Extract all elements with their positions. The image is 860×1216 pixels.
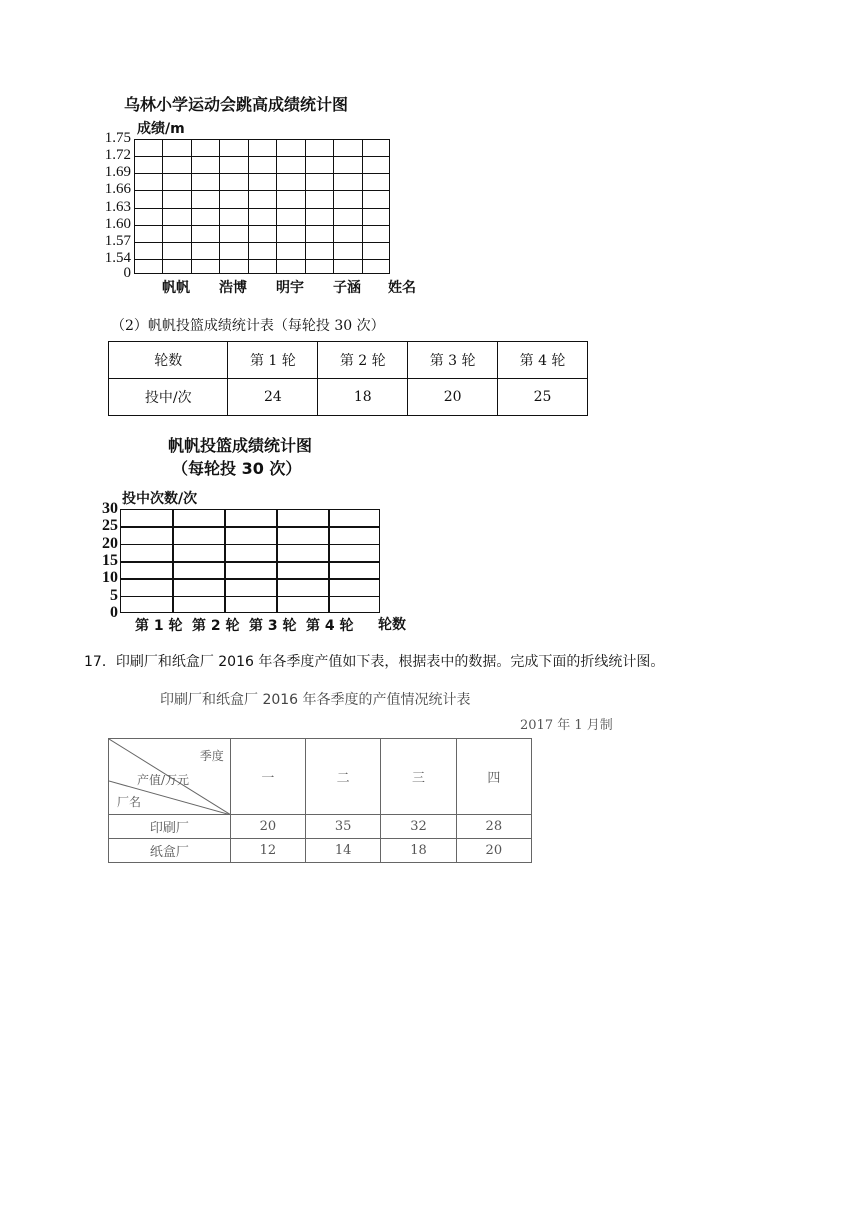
- grid-line-h: [135, 156, 389, 157]
- grid-line-h: [135, 225, 389, 226]
- chart1-title: 乌林小学运动会跳高成绩统计图: [124, 95, 349, 114]
- question-text: 印刷厂和纸盒厂 2016 年各季度产值如下表，根据表中的数据。完成下面的折线统计图。: [115, 654, 665, 670]
- table3-title: 印刷厂和纸盒厂 2016 年各季度的产值情况统计表: [160, 692, 471, 708]
- grid-line-h: [135, 173, 389, 174]
- table-row: [109, 342, 588, 379]
- grid-line-h: [121, 578, 379, 580]
- value-cell: 18: [318, 379, 408, 416]
- grid-line-h: [121, 561, 379, 563]
- table3-date-note: 2017 年 1 月制: [520, 718, 613, 733]
- quarter-header: 三: [381, 739, 456, 815]
- value-cell: 18: [381, 839, 456, 863]
- value-cell: 12: [230, 839, 305, 863]
- section2-caption: （2）帆帆投篮成绩统计表（每轮投 30 次）: [111, 318, 385, 334]
- y-tick-label: 1.72: [104, 147, 131, 164]
- basketball-table: [108, 341, 588, 416]
- y-tick-label: 1.66: [104, 181, 131, 198]
- grid-line-v: [362, 140, 363, 273]
- question-number: 17．: [84, 654, 116, 670]
- factory-name: 纸盒厂: [109, 839, 231, 863]
- question17: [84, 651, 664, 671]
- chart2-ylabel: 投中次数/次: [122, 491, 198, 507]
- header-cell: 第 4 轮: [498, 342, 588, 379]
- y-tick-label: 1.60: [104, 215, 131, 232]
- grid-line-h: [121, 544, 379, 546]
- y-tick-label: 20: [102, 534, 118, 552]
- chart2-grid: [120, 509, 380, 613]
- x-category-label: 第 3 轮: [249, 618, 297, 634]
- y-tick-label: 30: [102, 500, 118, 517]
- value-cell: 25: [498, 379, 588, 416]
- x-category-label: 第 4 轮: [306, 618, 354, 634]
- header-cell: 第 3 轮: [408, 342, 498, 379]
- y-tick-label: 1.75: [104, 130, 131, 146]
- grid-line-v: [162, 140, 163, 273]
- grid-line-v: [219, 140, 220, 273]
- chart1-xlabel: 姓名: [388, 280, 416, 296]
- value-cell: 24: [228, 379, 318, 416]
- quarter-header: 一: [230, 739, 305, 815]
- chart2-title: 帆帆投篮成绩统计图: [168, 436, 313, 455]
- value-cell: 28: [456, 815, 531, 839]
- value-cell: 20: [456, 839, 531, 863]
- corner-mid: 产值/万元: [137, 773, 190, 787]
- grid-line-v: [333, 140, 334, 273]
- grid-line-v: [305, 140, 306, 273]
- grid-line-v: [276, 140, 277, 273]
- table-row: [109, 839, 532, 863]
- quarter-header: 四: [456, 739, 531, 815]
- value-cell: 20: [230, 815, 305, 839]
- value-cell: 32: [381, 815, 456, 839]
- corner-top: 季度: [199, 749, 224, 763]
- table-row: [109, 379, 588, 416]
- value-cell: 35: [306, 815, 381, 839]
- corner-cell: [109, 739, 231, 815]
- x-category-label: 第 2 轮: [192, 618, 240, 634]
- chart1-grid: [134, 139, 390, 274]
- table-row: [109, 739, 532, 815]
- y-tick-label: 1.69: [104, 164, 131, 181]
- grid-line-h: [135, 259, 389, 260]
- grid-line-h: [121, 596, 379, 598]
- grid-line-v: [191, 140, 192, 273]
- grid-line-v: [248, 140, 249, 273]
- y-tick-label: 25: [102, 517, 118, 535]
- y-tick-label: 0: [110, 604, 118, 621]
- grid-line-h: [135, 208, 389, 209]
- production-table: [108, 738, 532, 863]
- y-tick-label: 10: [102, 569, 118, 587]
- corner-bottom: 厂名: [117, 795, 142, 809]
- factory-name: 印刷厂: [109, 815, 231, 839]
- header-cell: 轮数: [109, 342, 228, 379]
- x-category-label: 浩博: [219, 280, 247, 296]
- x-category-label: 第 1 轮: [135, 618, 183, 634]
- header-cell: 第 2 轮: [318, 342, 408, 379]
- chart2-xlabel: 轮数: [378, 617, 406, 633]
- grid-line-h: [135, 242, 389, 243]
- grid-line-h: [135, 190, 389, 191]
- chart2-subtitle: （每轮投 30 次）: [172, 459, 302, 478]
- value-cell: 14: [306, 839, 381, 863]
- y-tick-label: 0: [123, 265, 131, 281]
- table-row: [109, 815, 532, 839]
- header-cell: 第 1 轮: [228, 342, 318, 379]
- y-tick-label: 5: [110, 586, 118, 604]
- y-tick-label: 1.57: [104, 232, 131, 249]
- value-cell: 20: [408, 379, 498, 416]
- x-category-label: 明宇: [276, 280, 304, 296]
- x-category-label: 子涵: [333, 280, 361, 296]
- y-tick-label: 15: [102, 552, 118, 569]
- y-tick-label: 1.54: [104, 250, 131, 266]
- chart1-ylabel: 成绩/m: [137, 121, 185, 137]
- quarter-header: 二: [306, 739, 381, 815]
- y-tick-label: 1.63: [104, 198, 131, 215]
- x-category-label: 帆帆: [162, 280, 190, 296]
- row-label: 投中/次: [109, 379, 228, 416]
- grid-line-h: [121, 526, 379, 528]
